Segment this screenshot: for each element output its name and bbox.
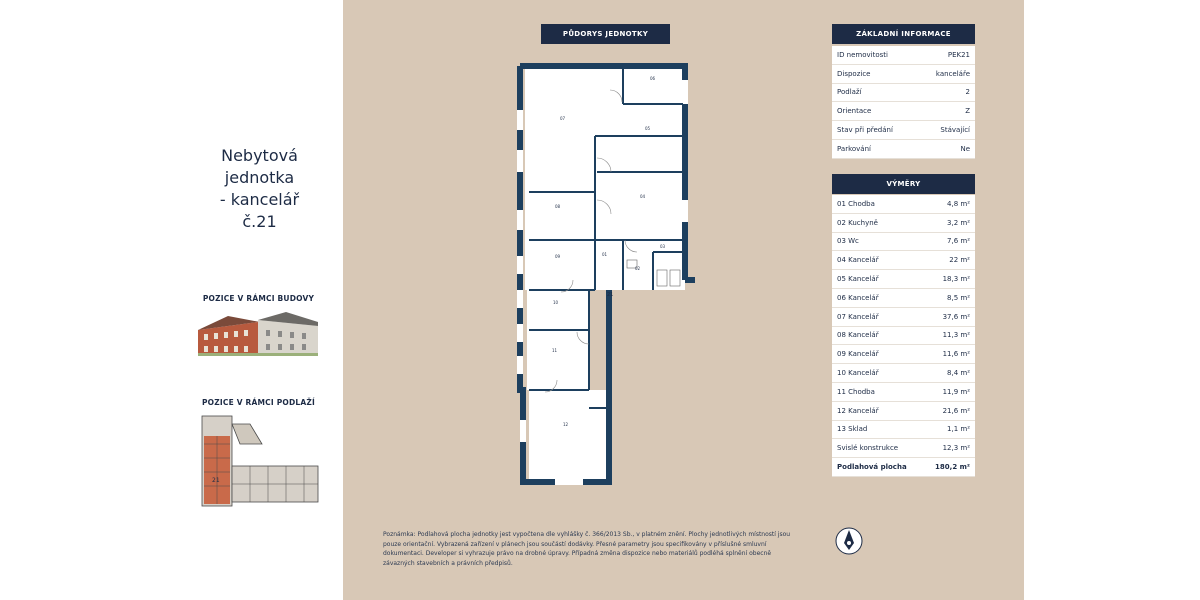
- area-row: [832, 364, 975, 383]
- unit-entry-label: 21: [607, 292, 614, 298]
- info-value: Ne: [960, 144, 970, 153]
- area-value: 11,9 m²: [942, 387, 970, 396]
- room-07: 07: [560, 116, 566, 121]
- area-row: [832, 289, 975, 308]
- room-03: 03: [660, 244, 666, 249]
- area-value: 21,6 m²: [942, 406, 970, 415]
- position-floor-label: POZICE V RÁMCI PODLAŽÍ: [201, 398, 315, 407]
- area-value: 37,6 m²: [942, 312, 970, 321]
- area-value: 1,1 m²: [947, 425, 970, 434]
- info-value: 2: [965, 88, 970, 97]
- area-row: [832, 421, 975, 440]
- area-value: 12,3 m²: [942, 444, 970, 453]
- info-label: Stav při předání: [837, 126, 893, 135]
- building-right-wing: [258, 320, 318, 356]
- info-value: Z: [965, 107, 970, 116]
- area-total-row: [832, 458, 975, 477]
- area-row: [832, 327, 975, 346]
- area-label: 03 Wc: [837, 237, 859, 246]
- basic-info-header: ZÁKLADNÍ INFORMACE: [832, 24, 975, 44]
- area-label: 09 Kancelář: [837, 350, 879, 359]
- info-value: kanceláře: [935, 69, 970, 78]
- area-label: 11 Chodba: [837, 387, 875, 396]
- area-row: [832, 270, 975, 289]
- info-label: Parkování: [837, 144, 871, 153]
- area-value: 11,3 m²: [942, 331, 970, 340]
- info-value: PEK21: [947, 50, 970, 59]
- info-row: [832, 46, 975, 65]
- area-row: [832, 233, 975, 252]
- room-10: 10: [553, 300, 559, 305]
- area-value: 22 m²: [949, 256, 970, 265]
- area-row: [832, 214, 975, 233]
- building-ground: [198, 353, 318, 356]
- area-label: 10 Kancelář: [837, 369, 879, 378]
- room-05: 05: [645, 126, 651, 131]
- info-row: [832, 121, 975, 140]
- area-row: [832, 402, 975, 421]
- compass-icon: [834, 526, 864, 556]
- area-row: [832, 251, 975, 270]
- disclaimer-note: Poznámka: Podlahová plocha jednotky jest vypočtena dle vyhlášky č. 366/2013 Sb., v platném znění. Plochy jednotlivých místností jsou pouze orientační. Vybrazená zařízení v plánech jsou součástí dodávky. Přesné parametry jsou specifikovány v příslušné smluvní dokumentaci. Developer si vyhrazuje právo na drobné úpravy. Případná změna dispozice nebo materiálů podléhá splnění obecně závazných stavebních a právních předpisů.: [383, 531, 791, 567]
- area-row: [832, 195, 975, 214]
- floor-thumbnail: [200, 414, 322, 508]
- areas-table: [832, 195, 975, 477]
- area-label: Svislé konstrukce: [837, 444, 899, 453]
- room-04: 04: [640, 194, 646, 199]
- info-row: [832, 102, 975, 121]
- area-label: 05 Kancelář: [837, 275, 879, 284]
- info-label: Dispozice: [837, 69, 871, 78]
- basic-info-table: [832, 46, 975, 159]
- info-label: ID nemovitosti: [837, 50, 888, 59]
- area-label: 06 Kancelář: [837, 293, 879, 302]
- position-building-label: POZICE V RÁMCI BUDOVY: [202, 294, 315, 303]
- info-label: Podlaží: [837, 88, 862, 97]
- area-value: 8,4 m²: [947, 369, 970, 378]
- info-label: Orientace: [837, 107, 872, 116]
- floor-outline-top: [232, 424, 262, 444]
- info-row: [832, 140, 975, 159]
- floor-plan: [505, 60, 705, 490]
- area-total-label: Podlahová plocha: [837, 463, 907, 472]
- room-12: 12: [563, 422, 569, 427]
- area-value: 11,6 m²: [942, 350, 970, 359]
- area-row: [832, 383, 975, 402]
- area-label: 01 Chodba: [837, 199, 875, 208]
- room-11: 11: [552, 348, 558, 353]
- area-label: 12 Kancelář: [837, 406, 879, 415]
- title-line: jednotka: [224, 168, 295, 187]
- title-line: - kancelář: [219, 190, 300, 209]
- area-row: [832, 308, 975, 327]
- room-06: 06: [650, 76, 656, 81]
- area-label: 04 Kancelář: [837, 256, 879, 265]
- area-value: 7,6 m²: [947, 237, 970, 246]
- area-row: [832, 345, 975, 364]
- unit-title: [176, 145, 343, 233]
- info-row: [832, 65, 975, 84]
- room-09: 09: [555, 254, 561, 259]
- plan-header: PŮDORYS JEDNOTKY: [541, 24, 670, 44]
- info-value: Stávající: [940, 126, 970, 135]
- area-value: 4,8 m²: [947, 199, 970, 208]
- areas-header: VÝMĚRY: [832, 174, 975, 194]
- building-thumbnail: [198, 310, 318, 356]
- room-01: 01: [602, 252, 608, 257]
- area-label: 07 Kancelář: [837, 312, 879, 321]
- area-value: 3,2 m²: [947, 218, 970, 227]
- floor-unit-label: 21: [212, 477, 220, 484]
- title-line: č.21: [242, 212, 277, 231]
- area-label: 08 Kancelář: [837, 331, 879, 340]
- area-row: [832, 439, 975, 458]
- area-total-value: 180,2 m²: [935, 463, 970, 472]
- title-line: Nebytová: [221, 146, 298, 165]
- room-08: 08: [555, 204, 561, 209]
- room-02: 02: [635, 266, 641, 271]
- area-value: 18,3 m²: [942, 275, 970, 284]
- area-value: 8,5 m²: [947, 293, 970, 302]
- area-label: 13 Sklad: [837, 425, 868, 434]
- area-label: 02 Kuchyně: [837, 218, 878, 227]
- info-row: [832, 84, 975, 103]
